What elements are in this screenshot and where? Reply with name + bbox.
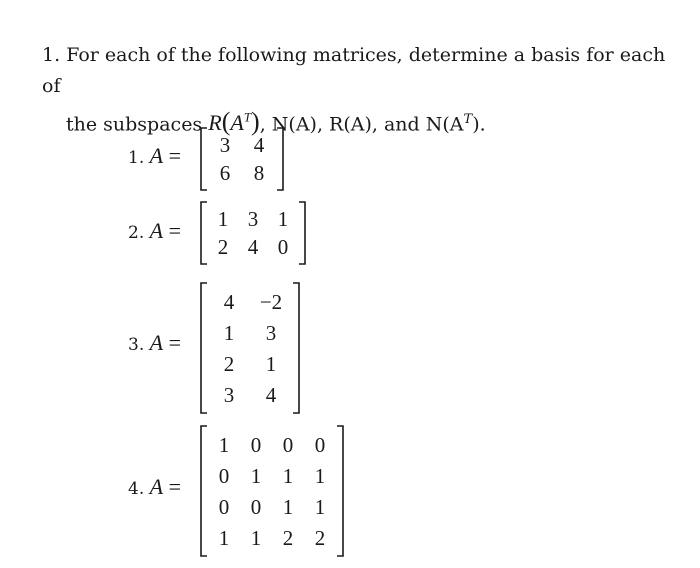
matrix-entry: 8 [253, 161, 265, 185]
matrix-entry: 3 [219, 133, 231, 157]
matrix-variable: A [149, 474, 164, 499]
left-bracket [201, 283, 207, 413]
matrix-entry: 2 [282, 525, 294, 550]
matrix-entry: 1 [218, 432, 230, 457]
matrix-entry: 2 [223, 351, 235, 376]
matrix-entry: 4 [253, 133, 265, 157]
problem-text-mid: , N(A), R(A), and N(A [259, 113, 464, 136]
matrix-entry: 0 [282, 432, 294, 457]
transpose-superscript: T [463, 112, 473, 127]
matrix-entry: 3 [223, 382, 235, 407]
matrix [200, 128, 284, 190]
right-bracket [293, 283, 299, 413]
problem-statement [42, 40, 682, 140]
item-number: 4. [128, 479, 150, 499]
matrix-entry: 0 [218, 494, 230, 519]
matrix-label [128, 330, 181, 356]
matrix-entry: 0 [218, 463, 230, 488]
matrix-entry: 4 [247, 235, 259, 259]
matrix-entry: 0 [250, 432, 262, 457]
equals-sign: = [163, 218, 181, 243]
matrix-label [128, 143, 181, 169]
matrix-entry: 1 [223, 320, 235, 345]
equals-sign: = [163, 143, 181, 168]
problem-text-line-1: For each of the following matrices, determine a basis for each of [42, 44, 666, 97]
matrix-entry: 0 [314, 432, 326, 457]
problem-line-2 [42, 102, 682, 140]
matrix-entry: 3 [247, 207, 259, 231]
matrix-entry: 1 [217, 207, 229, 231]
matrix-entry: 2 [217, 235, 229, 259]
item-number: 3. [128, 335, 150, 355]
matrix-variable: A [149, 330, 164, 355]
matrix-entry: 0 [250, 494, 262, 519]
problem-text-line-2-prefix: the subspaces [66, 113, 203, 136]
matrix-entry: 2 [314, 525, 326, 550]
matrix-entry: 3 [265, 320, 277, 345]
matrix-variable: A [149, 218, 164, 243]
matrix-entry: 6 [219, 161, 231, 185]
matrix [200, 283, 300, 413]
row-space-of-transpose: $R(A^T)$ [208, 107, 260, 137]
matrix-entry: 4 [223, 289, 235, 314]
matrix-entry: 4 [265, 382, 277, 407]
matrix [200, 202, 306, 264]
matrix-entry: −2 [259, 289, 283, 314]
matrix-entry: 1 [314, 494, 326, 519]
matrix-label [128, 218, 181, 244]
problem-number: 1. [42, 44, 61, 66]
matrix-entry: 1 [277, 207, 289, 231]
matrix-entry: 1 [265, 351, 277, 376]
problem-text-end: ). [472, 113, 486, 136]
matrix-entry: 1 [314, 463, 326, 488]
matrix-entry: 1 [282, 494, 294, 519]
matrix-entry: 1 [250, 463, 262, 488]
item-number: 1. [128, 148, 150, 168]
problem-line-1 [42, 40, 682, 102]
matrix [200, 426, 344, 556]
item-number: 2. [128, 223, 150, 243]
matrix-entry: 0 [277, 235, 289, 259]
equals-sign: = [163, 330, 181, 355]
matrix-entry: 1 [250, 525, 262, 550]
matrix-variable: A [149, 143, 164, 168]
equals-sign: = [163, 474, 181, 499]
matrix-label [128, 474, 181, 500]
matrix-entry: 1 [282, 463, 294, 488]
matrix-entry: 1 [218, 525, 230, 550]
